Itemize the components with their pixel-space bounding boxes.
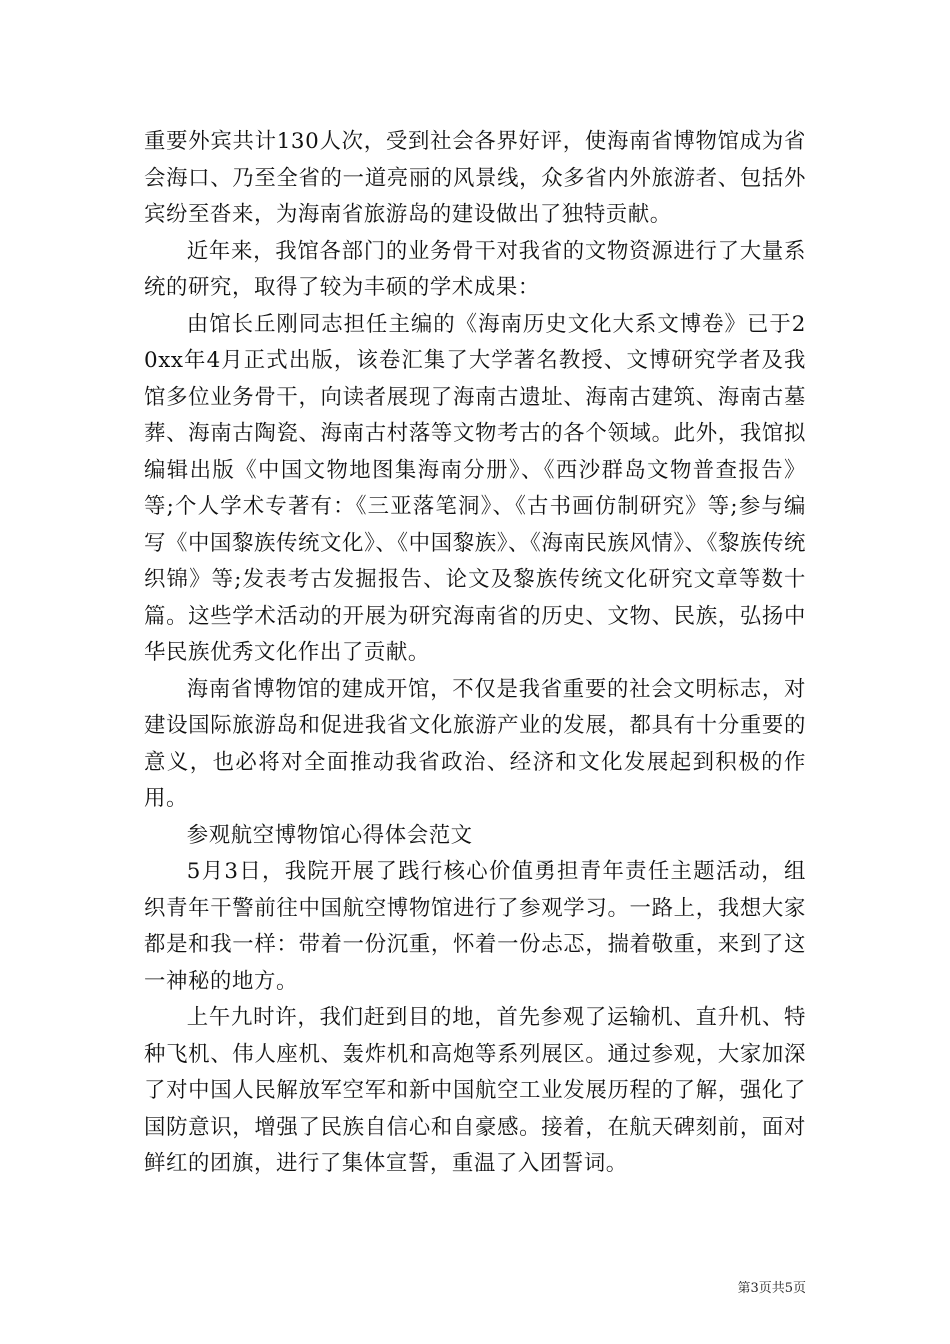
paragraph: 由馆长丘刚同志担任主编的《海南历史文化大系文博卷》已于20xx年4月正式出版，该卷汇集了大学著名教授、文博研究学者及我馆多位业务骨干，向读者展现了海南古遗址、海南古建筑、海南古墓葬、海南古陶瓷、海南古村落等文物考古的各个领域。此外，我馆拟编辑出版《中国文物地图集海南分册》、《西沙群岛文物普查报告》等;个人学术专著有：《三亚落笔洞》、《古书画仿制研究》等;参与编写《中国黎族传统文化》、《中国黎族》、《海南民族风情》、《黎族传统织锦》等;发表考古发掘报告、论文及黎族传统文化研究文章等数十篇。这些学术活动的开展为研究海南省的历史、文物、民族，弘扬中华民族优秀文化作出了贡献。 [144,311,806,665]
page-number-footer: 第3页共5页 [737,1281,806,1296]
document-body [144,124,806,1183]
paragraph: 重要外宾共计130人次，受到社会各界好评，使海南省博物馆成为省会海口、乃至全省的一道亮丽的风景线，众多省内外旅游者、包括外宾纷至沓来，为海南省旅游岛的建设做出了独特贡献。 [144,129,806,227]
paragraph: 上午九时许，我们赶到目的地，首先参观了运输机、直升机、特种飞机、伟人座机、轰炸机和高炮等系列展区。通过参观，大家加深了对中国人民解放军空军和新中国航空工业发展历程的了解，强化了国防意识，增强了民族自信心和自豪感。接着，在航天碑刻前，面对鲜红的团旗，进行了集体宣誓，重温了入团誓词。 [144,1005,806,1176]
paragraph: 近年来，我馆各部门的业务骨干对我省的文物资源进行了大量系统的研究，取得了较为丰硕的学术成果： [144,238,806,300]
paragraph: 5月3日，我院开展了践行核心价值勇担青年责任主题活动，组织青年干警前往中国航空博物馆进行了参观学习。一路上，我想大家都是和我一样：带着一份沉重，怀着一份忐忑，揣着敬重，来到了这一神秘的地方。 [144,859,806,994]
paragraph: 海南省博物馆的建成开馆，不仅是我省重要的社会文明标志，对建设国际旅游岛和促进我省文化旅游产业的发展，都具有十分重要的意义，也必将对全面推动我省政治、经济和文化发展起到积极的作用。 [144,676,806,811]
section-heading: 参观航空博物馆心得体会范文 [186,822,473,848]
